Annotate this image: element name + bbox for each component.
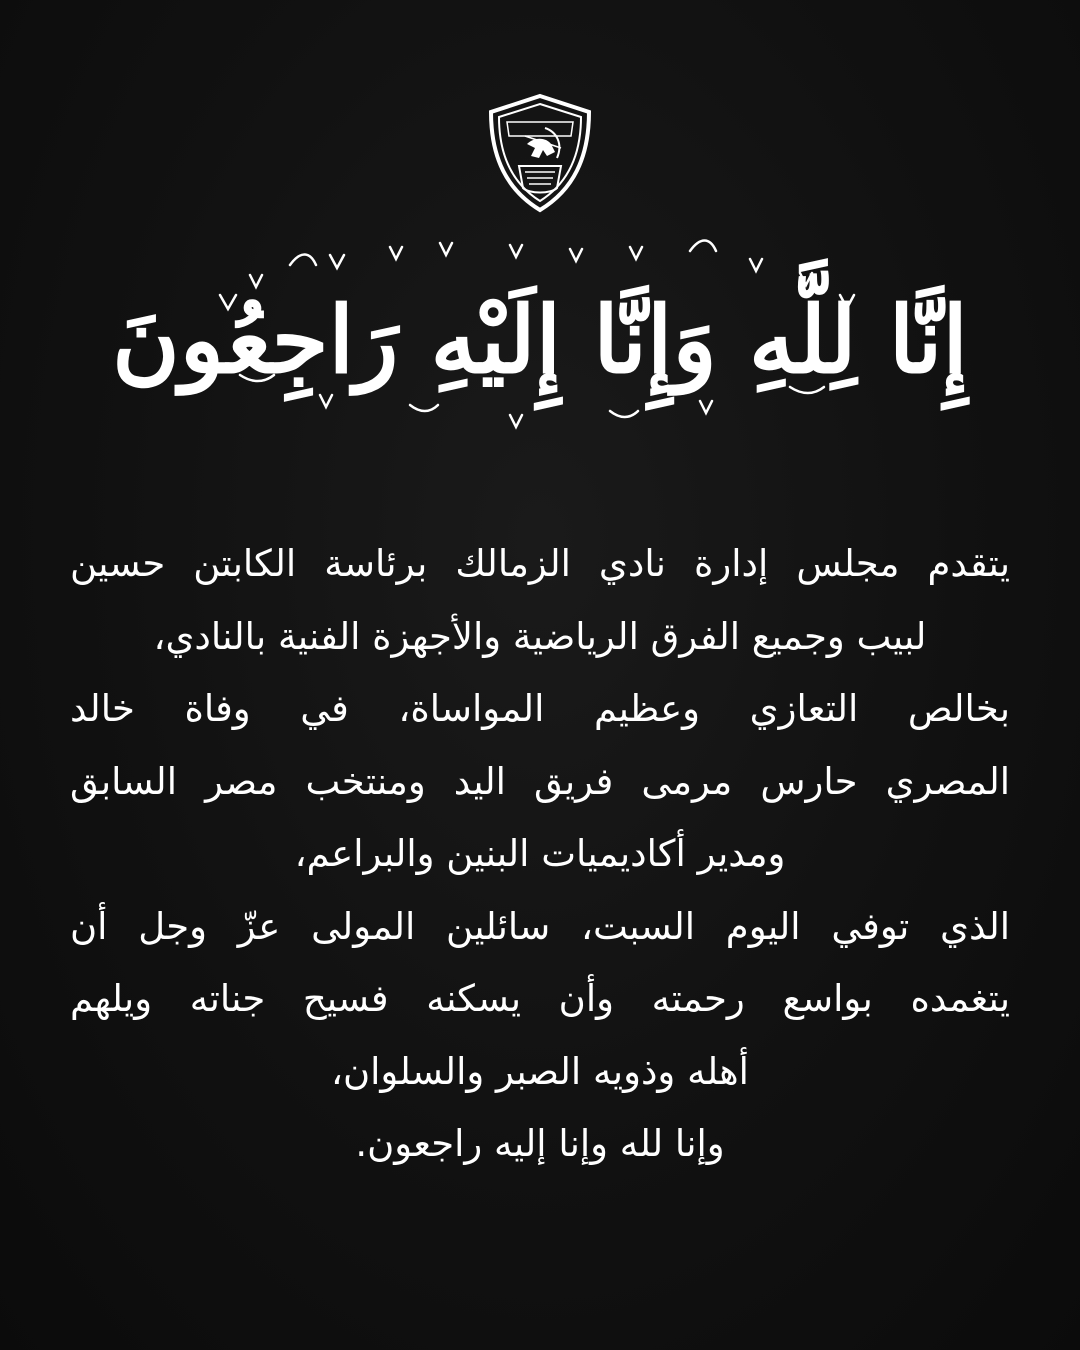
- calligraphy-heading: [112, 225, 968, 455]
- condolence-message: [70, 528, 1010, 1181]
- message-line: وإنا لله وإنا إليه راجعون.: [355, 1122, 725, 1165]
- calligraphy-ornaments: [180, 225, 900, 455]
- message-line: أهله وذويه الصبر والسلوان،: [331, 1049, 749, 1093]
- message-line: لبيب وجميع الفرق الرياضية والأجهزة الفنية بالنادي،: [153, 614, 927, 658]
- calligraphy-text: إِنَّا لِلَّهِ وَإِنَّا إِلَيْهِ رَاجِعُونَ: [112, 286, 968, 394]
- message-line: يتغمده بواسع رحمته وأن يسكنه فسيح جناته ويلهم: [70, 977, 1010, 1020]
- message-line: بخالص التعازي وعظيم المواساة، في وفاة خالد: [70, 687, 1010, 730]
- message-line: المصري حارس مرمى فريق اليد ومنتخب مصر السابق: [70, 759, 1010, 803]
- message-line: الذي توفي اليوم السبت، سائلين المولى عزّ وجل أن: [70, 904, 1010, 948]
- zamalek-club-crest-icon: [485, 92, 595, 214]
- message-line: ومدير أكاديميات البنين والبراعم،: [294, 832, 786, 875]
- message-line: يتقدم مجلس إدارة نادي الزمالك برئاسة الكابتن حسين: [70, 542, 1010, 585]
